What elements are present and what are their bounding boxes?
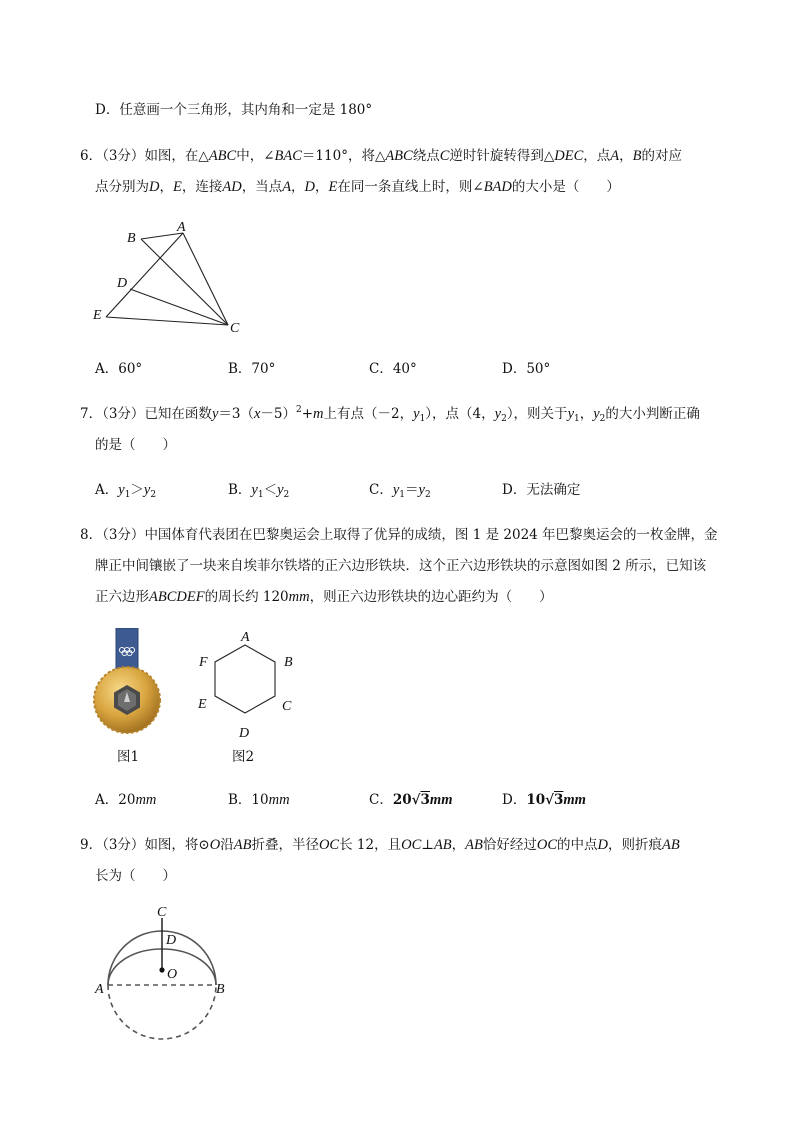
q6-option-b[interactable]: B．70° bbox=[228, 361, 276, 377]
q7-option-c[interactable]: C．$y_1=y_2$ bbox=[369, 482, 431, 500]
q6-label-c: C bbox=[230, 321, 240, 336]
hex-label-b: B bbox=[284, 655, 293, 670]
q9-label-b: B bbox=[216, 982, 225, 997]
q6-option-a[interactable]: A．60° bbox=[95, 361, 143, 377]
q8-stem-line1: 8．（3分）中国体育代表团在巴黎奥运会上取得了优异的成绩，图 1 是 2024 年巴黎奥运会的一枚金牌，金 bbox=[80, 527, 718, 543]
q8-option-c[interactable]: C．20√3mm bbox=[369, 792, 453, 808]
q7-stem-line1: 7．（3分）已知在函数$y=3(x-5)^2+m$上有点（－2，$y_1$），点（4，$y_2$），则关于$y_1$，$y_2$的大小判断正确 bbox=[80, 405, 700, 424]
q6-label-d: D bbox=[117, 276, 128, 291]
q9-label-d: D bbox=[166, 933, 177, 948]
q8-stem-line3: 正六边形ABCDEF的周长约 120mm，则正六边形铁块的边心距约为（ ） bbox=[95, 589, 553, 605]
q6-stem-line1: 6．（3分）如图，在△ABC中，∠BAC＝110°，将△ABC绕点C逆时针旋转得到△DEC，点A，B的对应 bbox=[80, 148, 682, 164]
q6-option-c[interactable]: C．40° bbox=[369, 361, 417, 377]
q9-label-a: A bbox=[95, 982, 104, 997]
q9-stem-line2: 长为（ ） bbox=[95, 868, 176, 884]
q9-label-c: C bbox=[157, 905, 167, 920]
q9-label-o: O bbox=[167, 967, 178, 982]
q8-option-d[interactable]: D．10√3mm bbox=[502, 792, 586, 808]
q7-option-a[interactable]: A．$y_1>y_2$ bbox=[95, 482, 157, 500]
q5-option-d: D．任意画一个三角形，其内角和一定是 180° bbox=[95, 102, 373, 118]
q8-option-a[interactable]: A．20mm bbox=[95, 792, 157, 808]
q6-label-b: B bbox=[127, 231, 136, 246]
q9-stem-line1: 9．（3分）如图，将⊙O沿AB折叠，半径OC长 12，且OC⊥AB，AB恰好经过OC的中点D，则折痕AB bbox=[80, 837, 680, 853]
q7-stem-line2: 的是（ ） bbox=[95, 437, 176, 453]
q8-option-b[interactable]: B．10mm bbox=[228, 792, 290, 808]
q8-stem-line2: 牌正中间镶嵌了一块来自埃菲尔铁塔的正六边形铁块．这个正六边形铁块的示意图如图 2 所示，已知该 bbox=[95, 558, 707, 574]
hex-label-d: D bbox=[239, 726, 250, 740]
hex-label-c: C bbox=[282, 699, 292, 714]
q6-stem-line2: 点分别为D，E，连接AD，当点A，D，E在同一条直线上时，则∠BAD的大小是（ ） bbox=[95, 179, 620, 195]
hex-label-a: A bbox=[241, 630, 250, 645]
q6-option-d[interactable]: D．50° bbox=[502, 361, 551, 377]
q7-option-d[interactable]: D．无法确定 bbox=[502, 482, 581, 498]
q6-label-e: E bbox=[93, 308, 102, 323]
hex-label-f: F bbox=[199, 655, 208, 670]
figure-1-caption: 图1 bbox=[117, 749, 140, 765]
figure-2-caption: 图2 bbox=[232, 749, 255, 765]
hex-label-e: E bbox=[198, 697, 207, 712]
q7-option-b[interactable]: B．$y_1<y_2$ bbox=[228, 482, 290, 500]
q6-label-a: A bbox=[177, 220, 186, 235]
